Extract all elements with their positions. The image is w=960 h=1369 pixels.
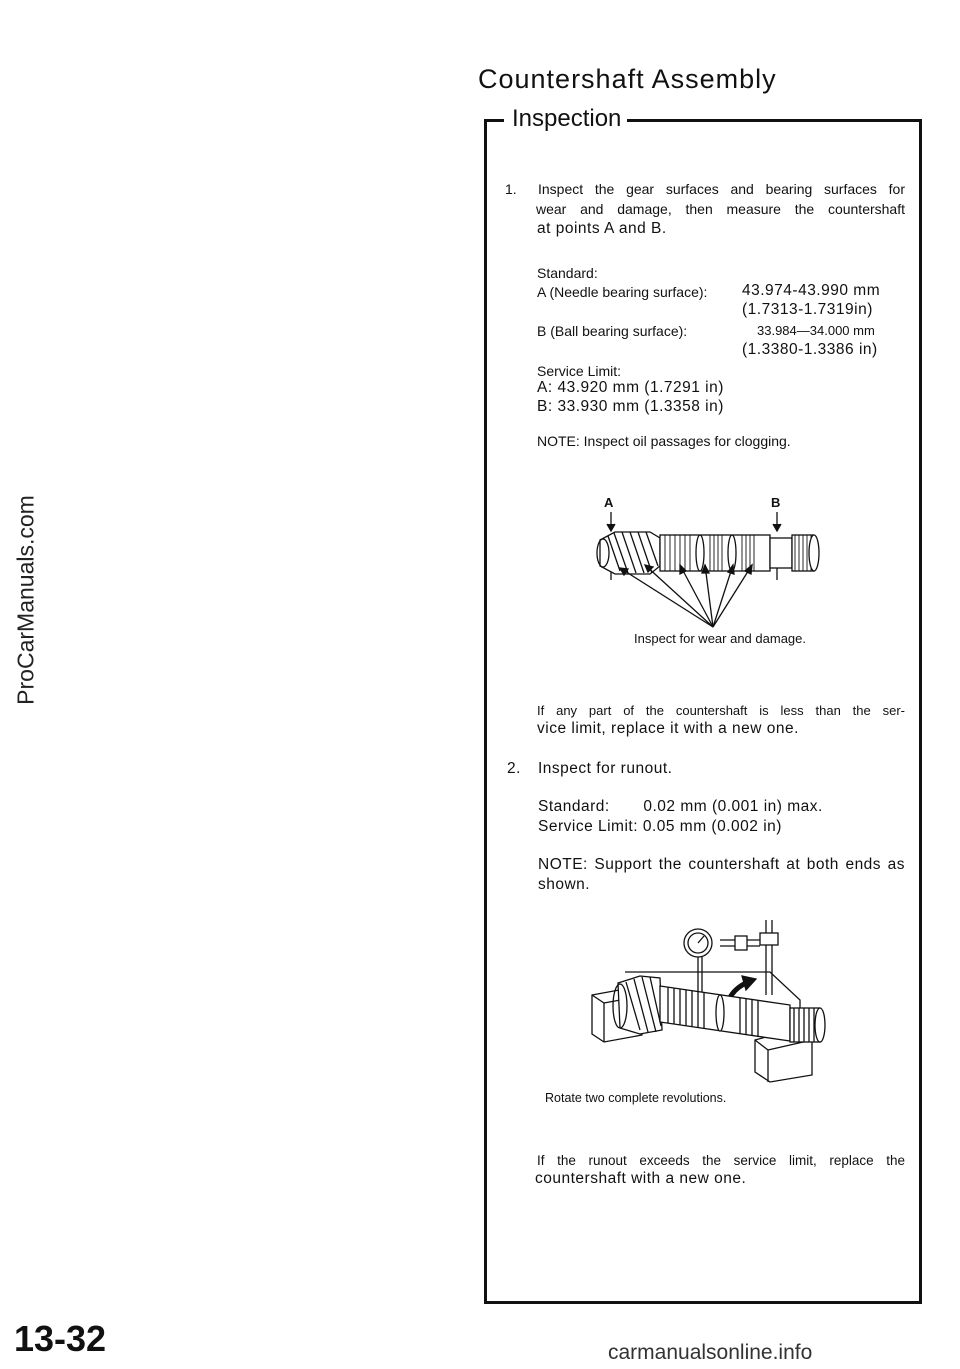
standard-label: Standard: bbox=[537, 265, 598, 281]
section-title: Inspection bbox=[509, 105, 624, 133]
step2-service-limit: Service Limit: 0.05 mm (0.002 in) bbox=[538, 818, 782, 835]
spec-a-mm: 43.974-43.990 mm bbox=[742, 282, 881, 299]
step2-number: 2. bbox=[507, 760, 521, 777]
point-a-label: A bbox=[604, 495, 614, 510]
step2-note-line2: shown. bbox=[538, 876, 591, 893]
page-number: 13-32 bbox=[14, 1318, 107, 1359]
figure1-caption: Inspect for wear and damage. bbox=[634, 631, 806, 646]
frame-top-left bbox=[484, 119, 504, 122]
step2-title: Inspect for runout. bbox=[538, 760, 673, 777]
spec-b-label: B (Ball bearing surface): bbox=[537, 323, 688, 339]
step1-number: 1. bbox=[505, 181, 517, 197]
service-limit-label: Service Limit: bbox=[537, 363, 622, 379]
step2-standard: Standard: 0.02 mm (0.001 in) max. bbox=[538, 798, 823, 815]
after-fig1-line1: If any part of the countershaft is less than the ser- bbox=[537, 703, 905, 718]
spec-b-mm: 33.984—34.000 mm bbox=[757, 323, 875, 338]
service-limit-b: B: 33.930 mm (1.3358 in) bbox=[537, 398, 724, 415]
figure2-caption: Rotate two complete revolutions. bbox=[545, 1091, 727, 1105]
page-title: Countershaft Assembly bbox=[478, 64, 777, 94]
step1-note: NOTE: Inspect oil passages for clogging. bbox=[537, 433, 791, 449]
spec-a-in: (1.7313-1.7319in) bbox=[742, 301, 873, 318]
after-fig1-line2: vice limit, replace it with a new one. bbox=[537, 720, 799, 737]
service-limit-a: A: 43.920 mm (1.7291 in) bbox=[537, 379, 724, 396]
step2-note-line1: NOTE: Support the countershaft at both ends as bbox=[538, 856, 905, 873]
final-line1: If the runout exceeds the service limit, replace the bbox=[537, 1153, 905, 1168]
point-b-label: B bbox=[771, 495, 781, 510]
step1-line2: wear and damage, then measure the countershaft bbox=[536, 201, 905, 217]
step1-line3: at points A and B. bbox=[537, 220, 667, 237]
step1-line1: Inspect the gear surfaces and bearing surfaces for bbox=[538, 181, 905, 197]
spec-b-in: (1.3380-1.3386 in) bbox=[742, 341, 878, 358]
frame-top-right bbox=[627, 119, 922, 122]
footer-watermark: carmanualsonline.info bbox=[608, 1341, 813, 1364]
spec-a-label: A (Needle bearing surface): bbox=[537, 284, 708, 300]
final-line2: countershaft with a new one. bbox=[535, 1170, 747, 1187]
